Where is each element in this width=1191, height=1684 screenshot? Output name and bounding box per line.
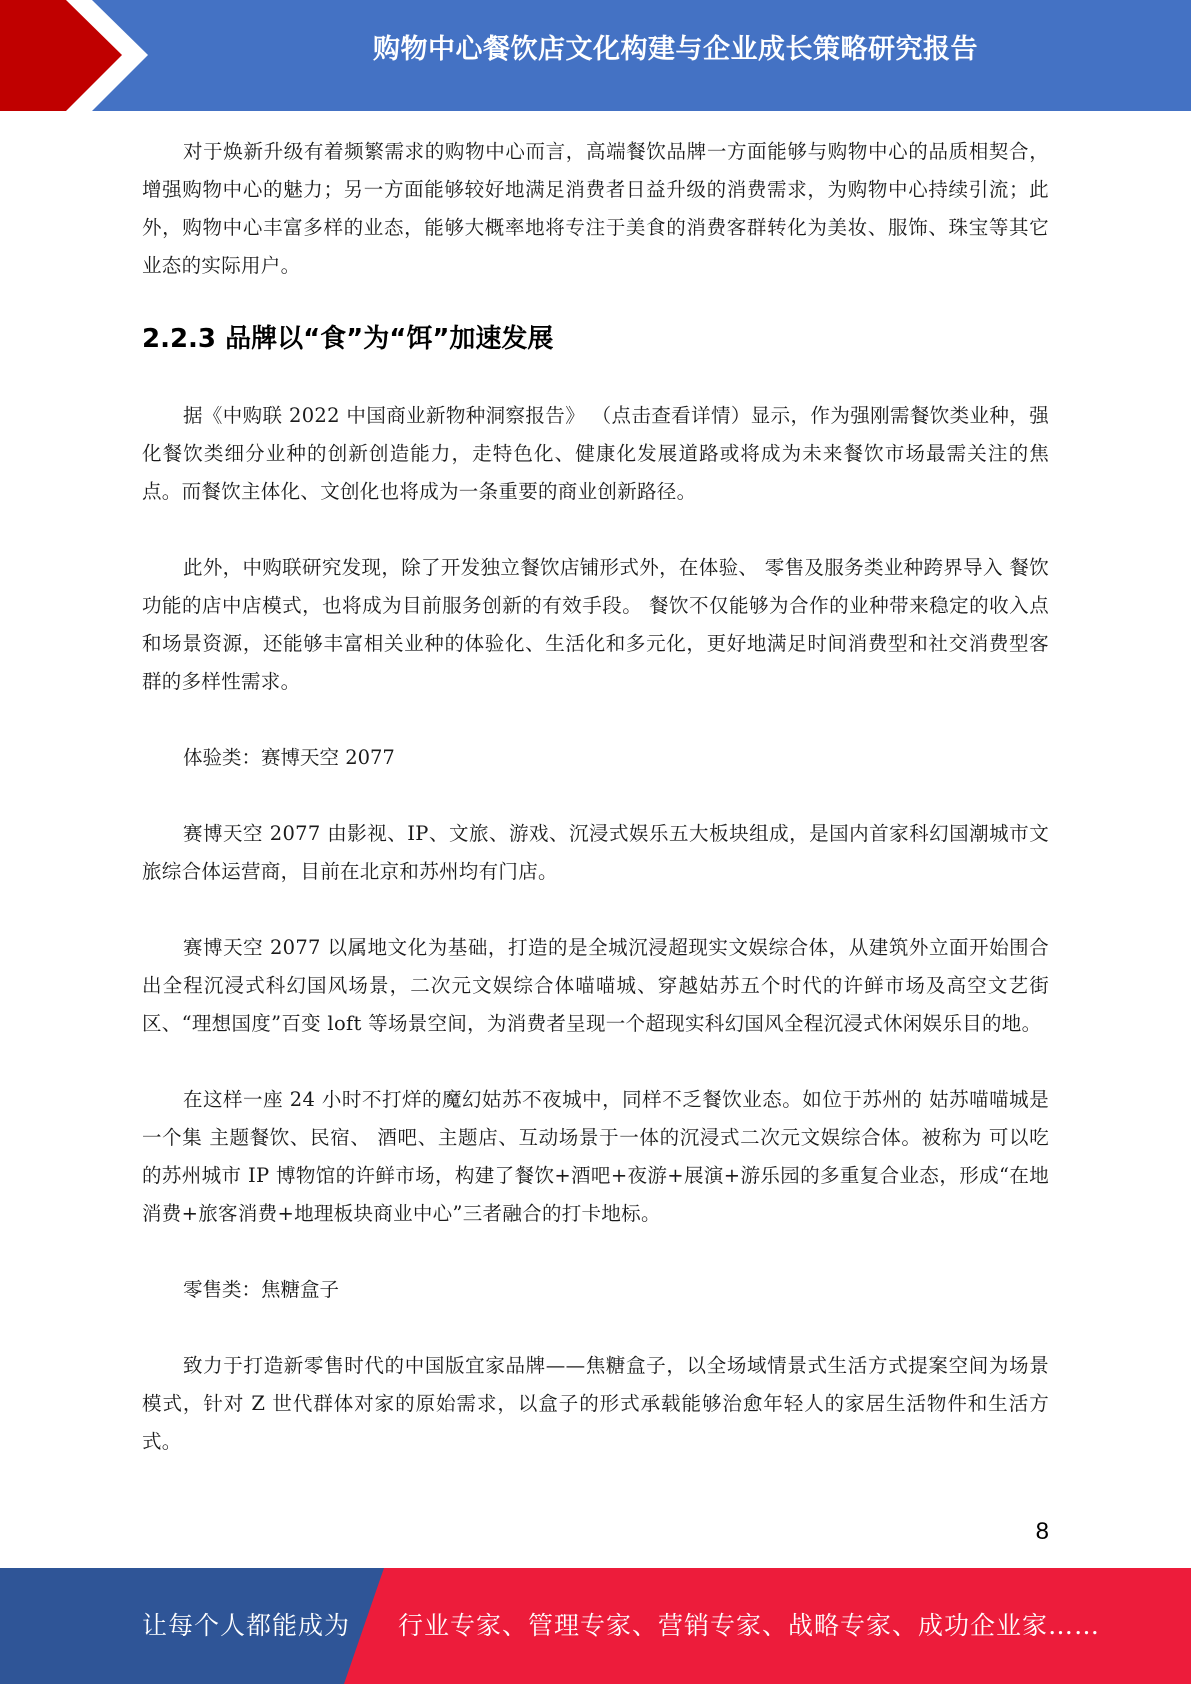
paragraph-cyber-sky-intro: 赛博天空 2077 由影视、IP、文旅、游戏、沉浸式娱乐五大板块组成，是国内首家科幻国潮城市文旅综合体运营商，目前在北京和苏州均有门店。 [142,822,1049,883]
report-title: 购物中心餐饮店文化构建与企业成长策略研究报告 [373,34,978,65]
paragraph-research-finding: 此外，中购联研究发现，除了开发独立餐饮店铺形式外，在体验、 零售及服务类业种跨界导入 餐饮功能的店中店模式，也将成为目前服务创新的有效手段。 餐饮不仅能够为合作的业种带来稳定的收入点和场景资源，还能够丰富相关业种的体验化、生活化和多元化，更好地满足时间消费型和社交消费型客群的多样性需求。 [142,556,1049,693]
paragraph-report-citation: 据《中购联 2022 中国商业新物种洞察报告》 （点击查看详情）显示，作为强刚需餐饮类业种，强化餐饮类细分业种的创新创造能力，走特色化、健康化发展道路或将成为未来餐饮市场最需关注的焦点。而餐饮主体化、文创化也将成为一条重要的商业创新路径。 [142,404,1049,503]
intro-paragraph: 对于焕新升级有着频繁需求的购物中心而言，高端餐饮品牌一方面能够与购物中心的品质相契合，增强购物中心的魅力；另一方面能够较好地满足消费者日益升级的消费需求，为购物中心持续引流；此外，购物中心丰富多样的业态，能够大概率地将专注于美食的消费客群转化为美妆、服饰、珠宝等其它业态的实际用户。 [142,140,1049,277]
page-number: 8 [1035,1518,1049,1545]
experience-category-label: 体验类：赛博天空 2077 [183,746,395,769]
header-chevron-decoration [0,0,160,111]
header-band [0,0,1191,111]
retail-category-label: 零售类：焦糖盒子 [183,1278,340,1301]
footer-slogan-left: 让每个人都能成为 [142,1611,351,1640]
main-content [142,133,1049,1461]
footer-band [0,1568,1191,1684]
paragraph-cyber-sky-concept: 赛博天空 2077 以属地文化为基础，打造的是全城沉浸超现实文娱综合体，从建筑外立面开始围合出全程沉浸式科幻国风场景，二次元文娱综合体喵喵城、穿越姑苏五个时代的许鲜市场及高空文艺街区、“理想国度”百变 loft 等场景空间，为消费者呈现一个超现实科幻国风全程沉浸式休闲娱乐目的地。 [142,936,1049,1035]
paragraph-cyber-sky-dining: 在这样一座 24 小时不打烊的魔幻姑苏不夜城中，同样不乏餐饮业态。如位于苏州的 姑苏喵喵城是一个集 主题餐饮、民宿、 酒吧、主题店、互动场景于一体的沉浸式二次元文娱综合体。被称为 可以吃的苏州城市 IP 博物馆的许鲜市场，构建了餐饮+酒吧+夜游+展演+游乐园的多重复合业态，形成“在地消费+旅客消费+地理板块商业中心”三者融合的打卡地标。 [142,1088,1049,1225]
paragraph-caramel-box: 致力于打造新零售时代的中国版宜家品牌——焦糖盒子，以全场域情景式生活方式提案空间为场景模式，针对 Z 世代群体对家的原始需求，以盒子的形式承载能够治愈年轻人的家居生活物件和生活方式。 [142,1354,1049,1453]
footer-slogan-right: 行业专家、管理专家、营销专家、战略专家、成功企业家…… [398,1611,1101,1640]
section-heading: 2.2.3 品牌以“食”为“饵”加速发展 [142,324,554,354]
